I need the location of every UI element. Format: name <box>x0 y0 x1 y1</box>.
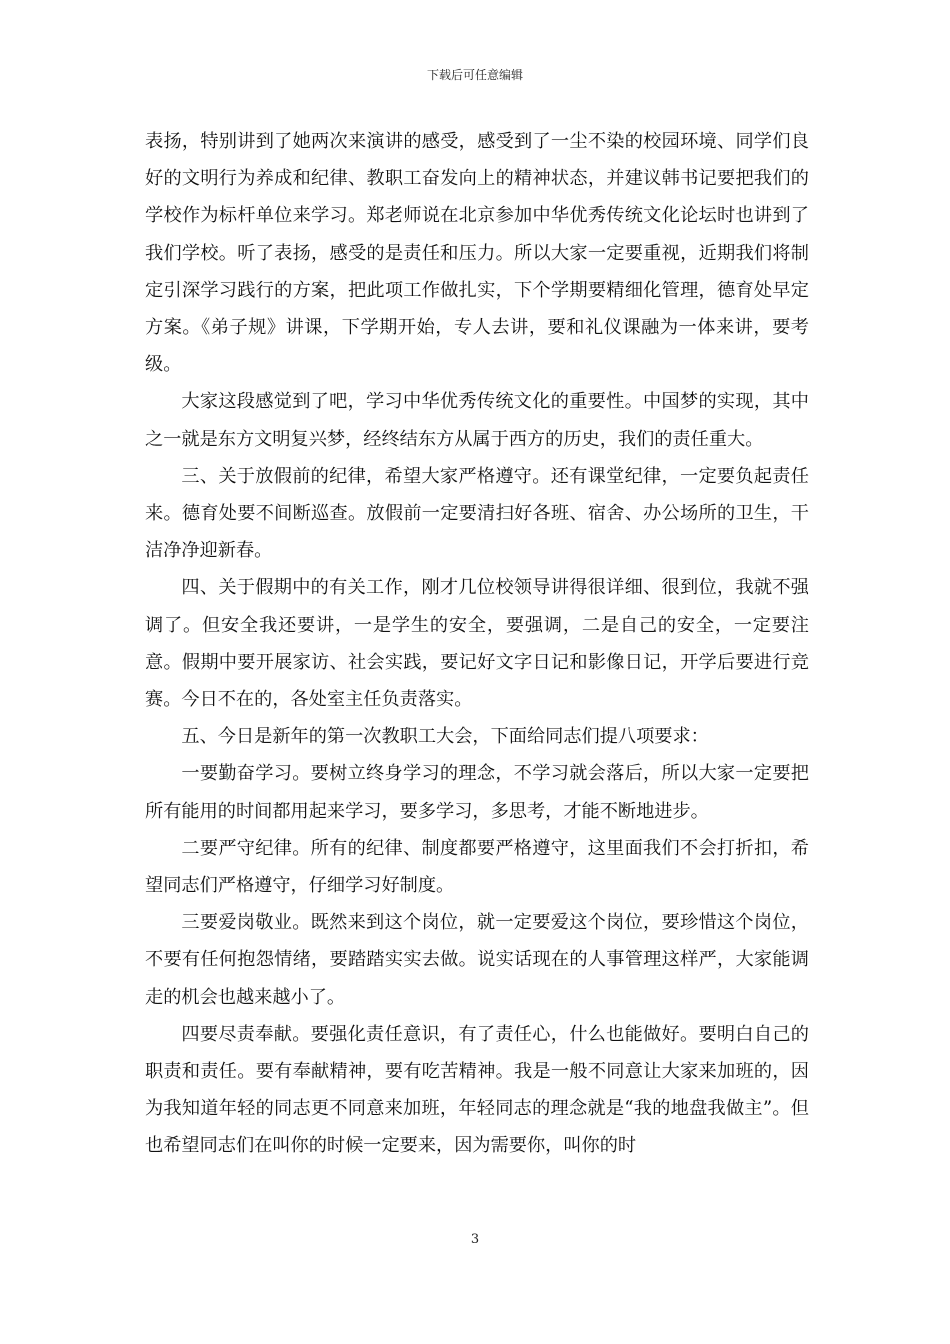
paragraph-traditional-culture: 大家这段感觉到了吧，学习中华优秀传统文化的重要性。中国梦的实现，其中之一就是东方文明复兴梦，经终结东方从属于西方的历史，我们的责任重大。 <box>145 391 809 450</box>
page-header-note: 下载后可任意编辑 <box>426 68 523 82</box>
paragraph-requirement-four: 四要尽责奉献。要强化责任意识，有了责任心，什么也能做好。要明白自己的职责和责任。要有奉献精神，要有吃苦精神。我是一般不同意让大家来加班的，因为我知道年轻的同志更不同意来加班，年轻同志的理念就是“我的地盘我做主”。但也希望同志们在叫你的时候一定要来，因为需要你，叫你的时 <box>145 1023 809 1157</box>
paragraph-requirement-three: 三要爱岗敬业。既然来到这个岗位，就一定要爱这个岗位，要珍惜这个岗位，不要有任何抱怨情绪，要踏踏实实去做。说实话现在的人事管理这样严，大家能调走的机会也越来越小了。 <box>145 912 809 1008</box>
paragraph-requirement-two: 二要严守纪律。所有的纪律、制度都要严格遵守，这里面我们不会打折扣，希望同志们严格遵守，仔细学习好制度。 <box>145 837 809 897</box>
paragraph-section-three: 三、关于放假前的纪律，希望大家严格遵守。还有课堂纪律，一定要负起责任来。德育处要不间断巡查。放假前一定要清扫好各班、宿舍、办公场所的卫生，干洁净净迎新春。 <box>145 465 809 562</box>
paragraph-continuation: 表扬，特别讲到了她两次来演讲的感受，感受到了一尘不染的校园环境、同学们良好的文明行为养成和纪律、教职工奋发向上的精神状态，并建议韩书记要把我们的学校作为标杆单位来学习。郑老师说在北京参加中华优秀传统文化论坛时也讲到了我们学校。听了表扬，感受的是责任和压力。所以大家一定要重视，近期我们将制定引深学习践行的方案，把此项工作做扎实，下个学期要精细化管理，德育处早定方案。《弟子规》讲课，下学期开始，专人去讲，要和礼仪课融为一体来讲，要考级。 <box>145 131 809 376</box>
paragraph-section-four: 四、关于假期中的有关工作，刚才几位校领导讲得很详细、很到位，我就不强调了。但安全我还要讲，一是学生的安全，要强调，二是自己的安全，一定要注意。假期中要开展家访、社会实践，要记好文字日记和影像日记，开学后要进行竞赛。今日不在的，各处室主任负责落实。 <box>145 577 809 711</box>
document-body <box>145 123 809 1165</box>
page-number: 3 <box>470 1232 480 1247</box>
paragraph-section-five: 五、今日是新年的第一次教职工大会，下面给同志们提八项要求： <box>181 726 709 748</box>
paragraph-requirement-one: 一要勤奋学习。要树立终身学习的理念，不学习就会落后，所以大家一定要把所有能用的时间都用起来学习，要多学习，多思考，才能不断地进步。 <box>145 763 809 822</box>
